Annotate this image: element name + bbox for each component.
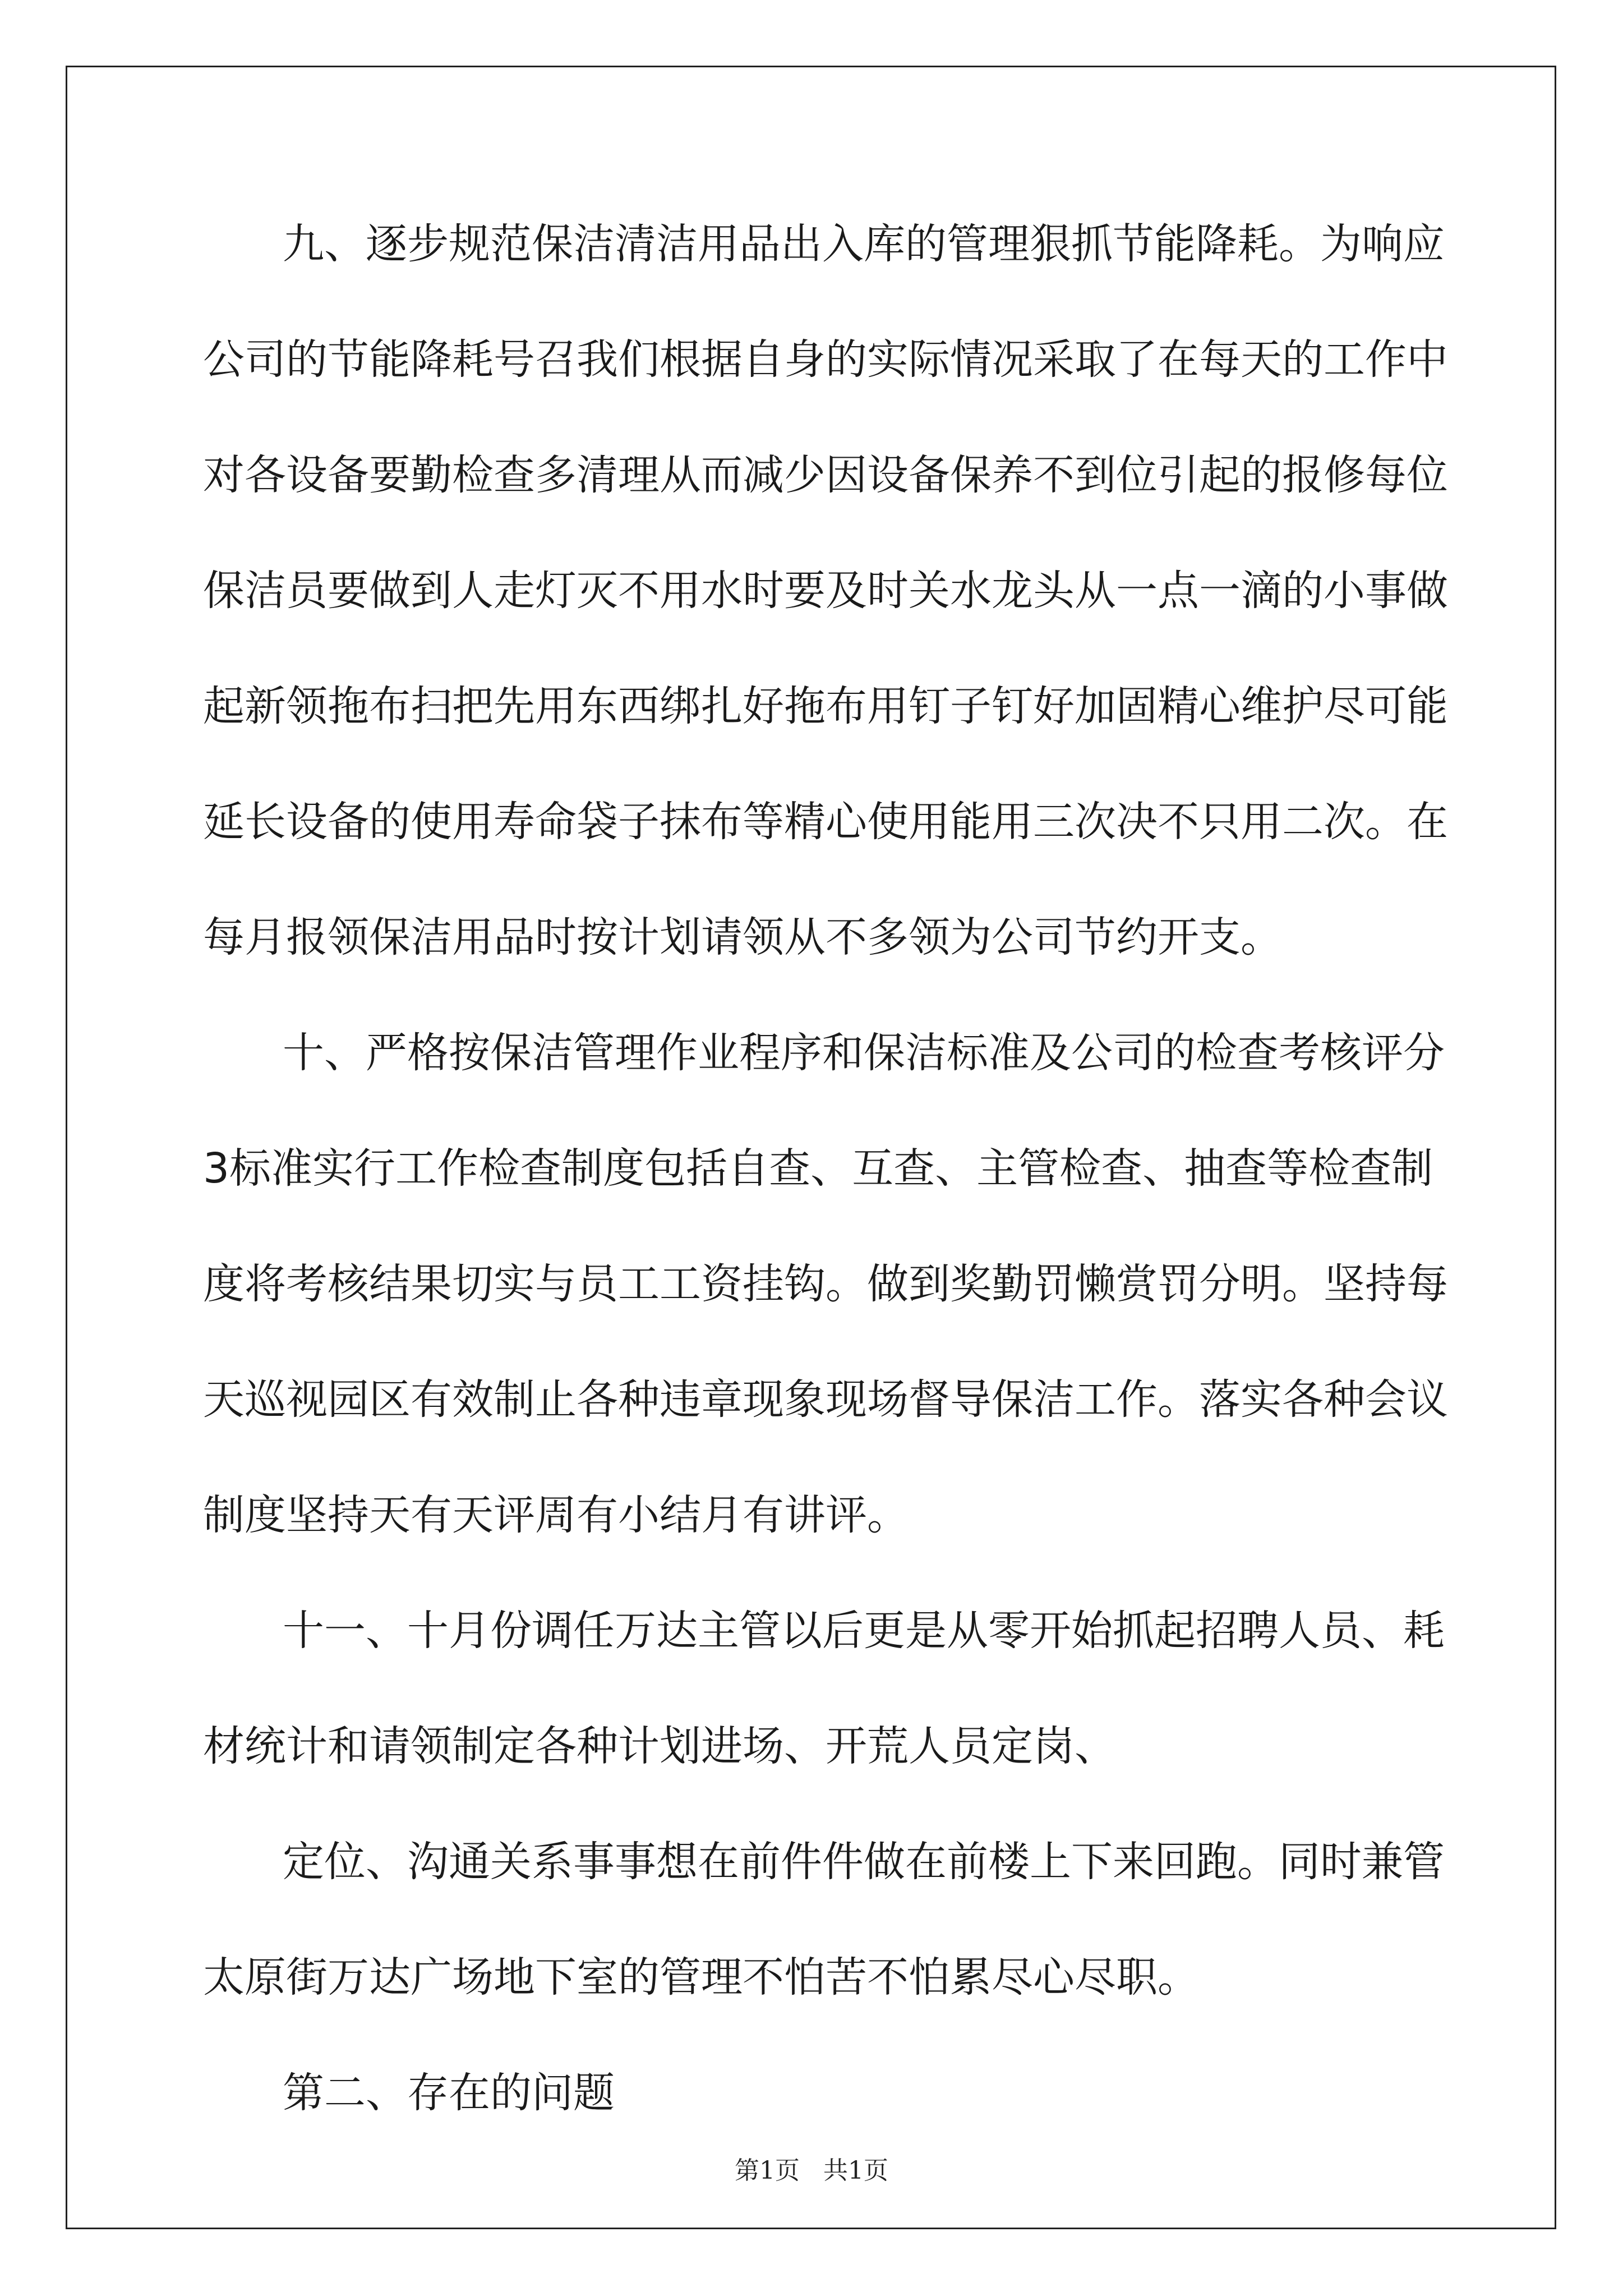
paragraph-12-line-2: 太原街万达广场地下室的管理不怕苦不怕累尽心尽职。 [203, 1953, 1199, 2001]
paragraph-9-line-6: 延长设备的使用寿命袋子抹布等精心使用能用三次决不只用二次。在 [203, 798, 1448, 846]
paragraph-9-line-3: 对各设备要勤检查多清理从而减少因设备保养不到位引起的报修每位 [203, 451, 1448, 499]
page-footer [0, 2154, 1623, 2188]
paragraph-10-line-4: 天巡视园区有效制止各种违章现象现场督导保洁工作。落实各种会议 [203, 1375, 1448, 1424]
page-total: 共1页 [823, 2156, 888, 2185]
paragraph-10-line-2: 3标准实行工作检查制度包括自查、互查、主管检查、抽查等检查制 [203, 1144, 1433, 1193]
paragraph-9-line-7: 每月报领保洁用品时按计划请领从不多领为公司节约开支。 [203, 913, 1282, 961]
paragraph-9-line-1: 九、逐步规范保洁清洁用品出入库的管理狠抓节能降耗。为响应 [283, 220, 1445, 268]
page-number: 第1页 [735, 2156, 800, 2185]
paragraph-12-line-1: 定位、沟通关系事事想在前件件做在前楼上下来回跑。同时兼管 [283, 1838, 1445, 1886]
paragraph-9-line-2: 公司的节能降耗号召我们根据自身的实际情况采取了在每天的工作中 [203, 335, 1448, 384]
paragraph-11-line-1: 十一、十月份调任万达主管以后更是从零开始抓起招聘人员、耗 [283, 1607, 1445, 1655]
paragraph-10-line-1: 十、严格按保洁管理作业程序和保洁标准及公司的检查考核评分 [283, 1029, 1445, 1077]
paragraph-9-line-4: 保洁员要做到人走灯灭不用水时要及时关水龙头从一点一滴的小事做 [203, 567, 1448, 615]
paragraph-9-line-5: 起新领拖布扫把先用东西绑扎好拖布用钉子钉好加固精心维护尽可能 [203, 682, 1448, 730]
paragraph-10-line-3: 度将考核结果切实与员工工资挂钩。做到奖勤罚懒赏罚分明。坚持每 [203, 1260, 1448, 1308]
paragraph-10-line-5: 制度坚持天有天评周有小结月有讲评。 [203, 1491, 909, 1539]
section-heading: 第二、存在的问题 [283, 2069, 615, 2117]
paragraph-11-line-2: 材统计和请领制定各种计划进场、开荒人员定岗、 [203, 1722, 1116, 1770]
